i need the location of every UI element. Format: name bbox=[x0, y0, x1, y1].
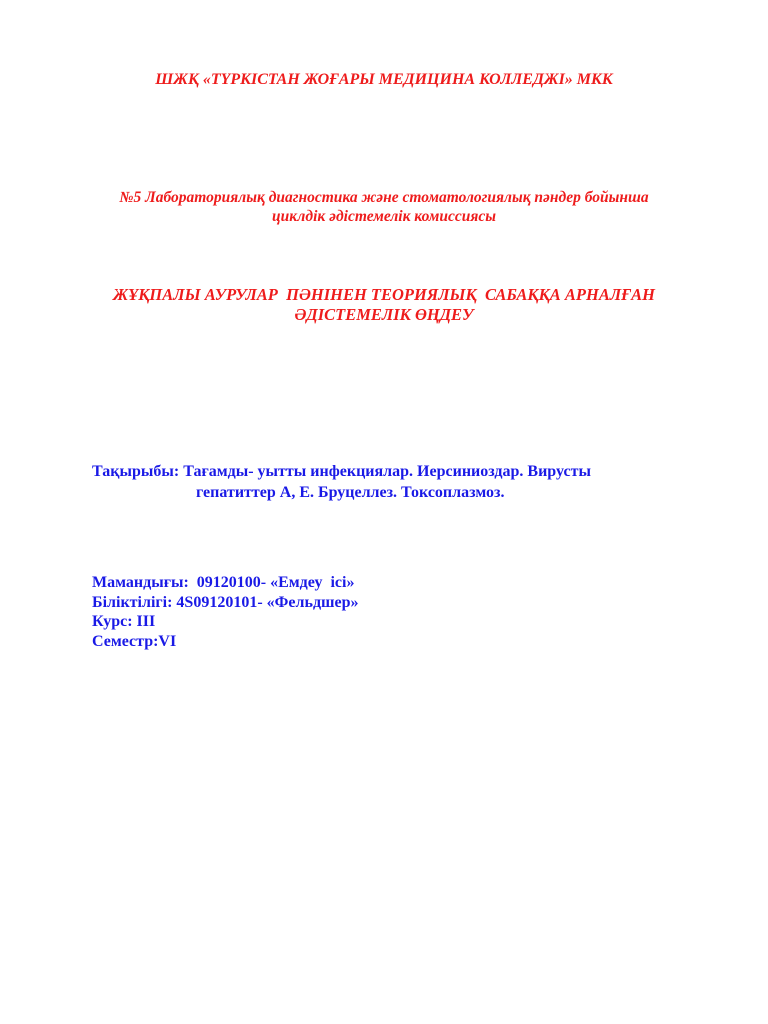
topic-line-1: Тағамды- уытты инфекциялар. Иерсиниоздар. Вирусты bbox=[183, 463, 591, 480]
course-line: Курс: III bbox=[92, 613, 156, 630]
topic-block bbox=[92, 461, 712, 503]
document-title bbox=[0, 285, 768, 325]
title-line-2: ӘДІСТЕМЕЛІК ӨҢДЕУ bbox=[294, 305, 474, 324]
topic-label: Тақырыбы: bbox=[92, 463, 184, 480]
commission-line-1: №5 Лабораториялық диагностика және стоматологиялық пәндер бойынша bbox=[119, 189, 649, 206]
topic-line-2: гепатиттер А, Е. Бруцеллез. Токсоплазмоз. bbox=[196, 484, 505, 501]
specialty-line: Мамандығы: 09120100- «Емдеу ісі» bbox=[92, 574, 355, 591]
college-name: ШЖҚ «ТҮРКІСТАН ЖОҒАРЫ МЕДИЦИНА КОЛЛЕДЖІ» МКК bbox=[155, 71, 613, 88]
qualification-line: Біліктілігі: 4S09120101- «Фельдшер» bbox=[92, 593, 359, 611]
semester-line: Семестр:VI bbox=[92, 632, 177, 650]
details-block bbox=[92, 573, 692, 651]
commission-line-2: циклдік әдістемелік комиссиясы bbox=[272, 208, 496, 225]
title-line-1: ЖҰҚПАЛЫ АУРУЛАР ПӘНІНЕН ТЕОРИЯЛЫҚ САБАҚҚА АРНАЛҒАН bbox=[113, 285, 655, 304]
commission-heading bbox=[0, 188, 768, 226]
